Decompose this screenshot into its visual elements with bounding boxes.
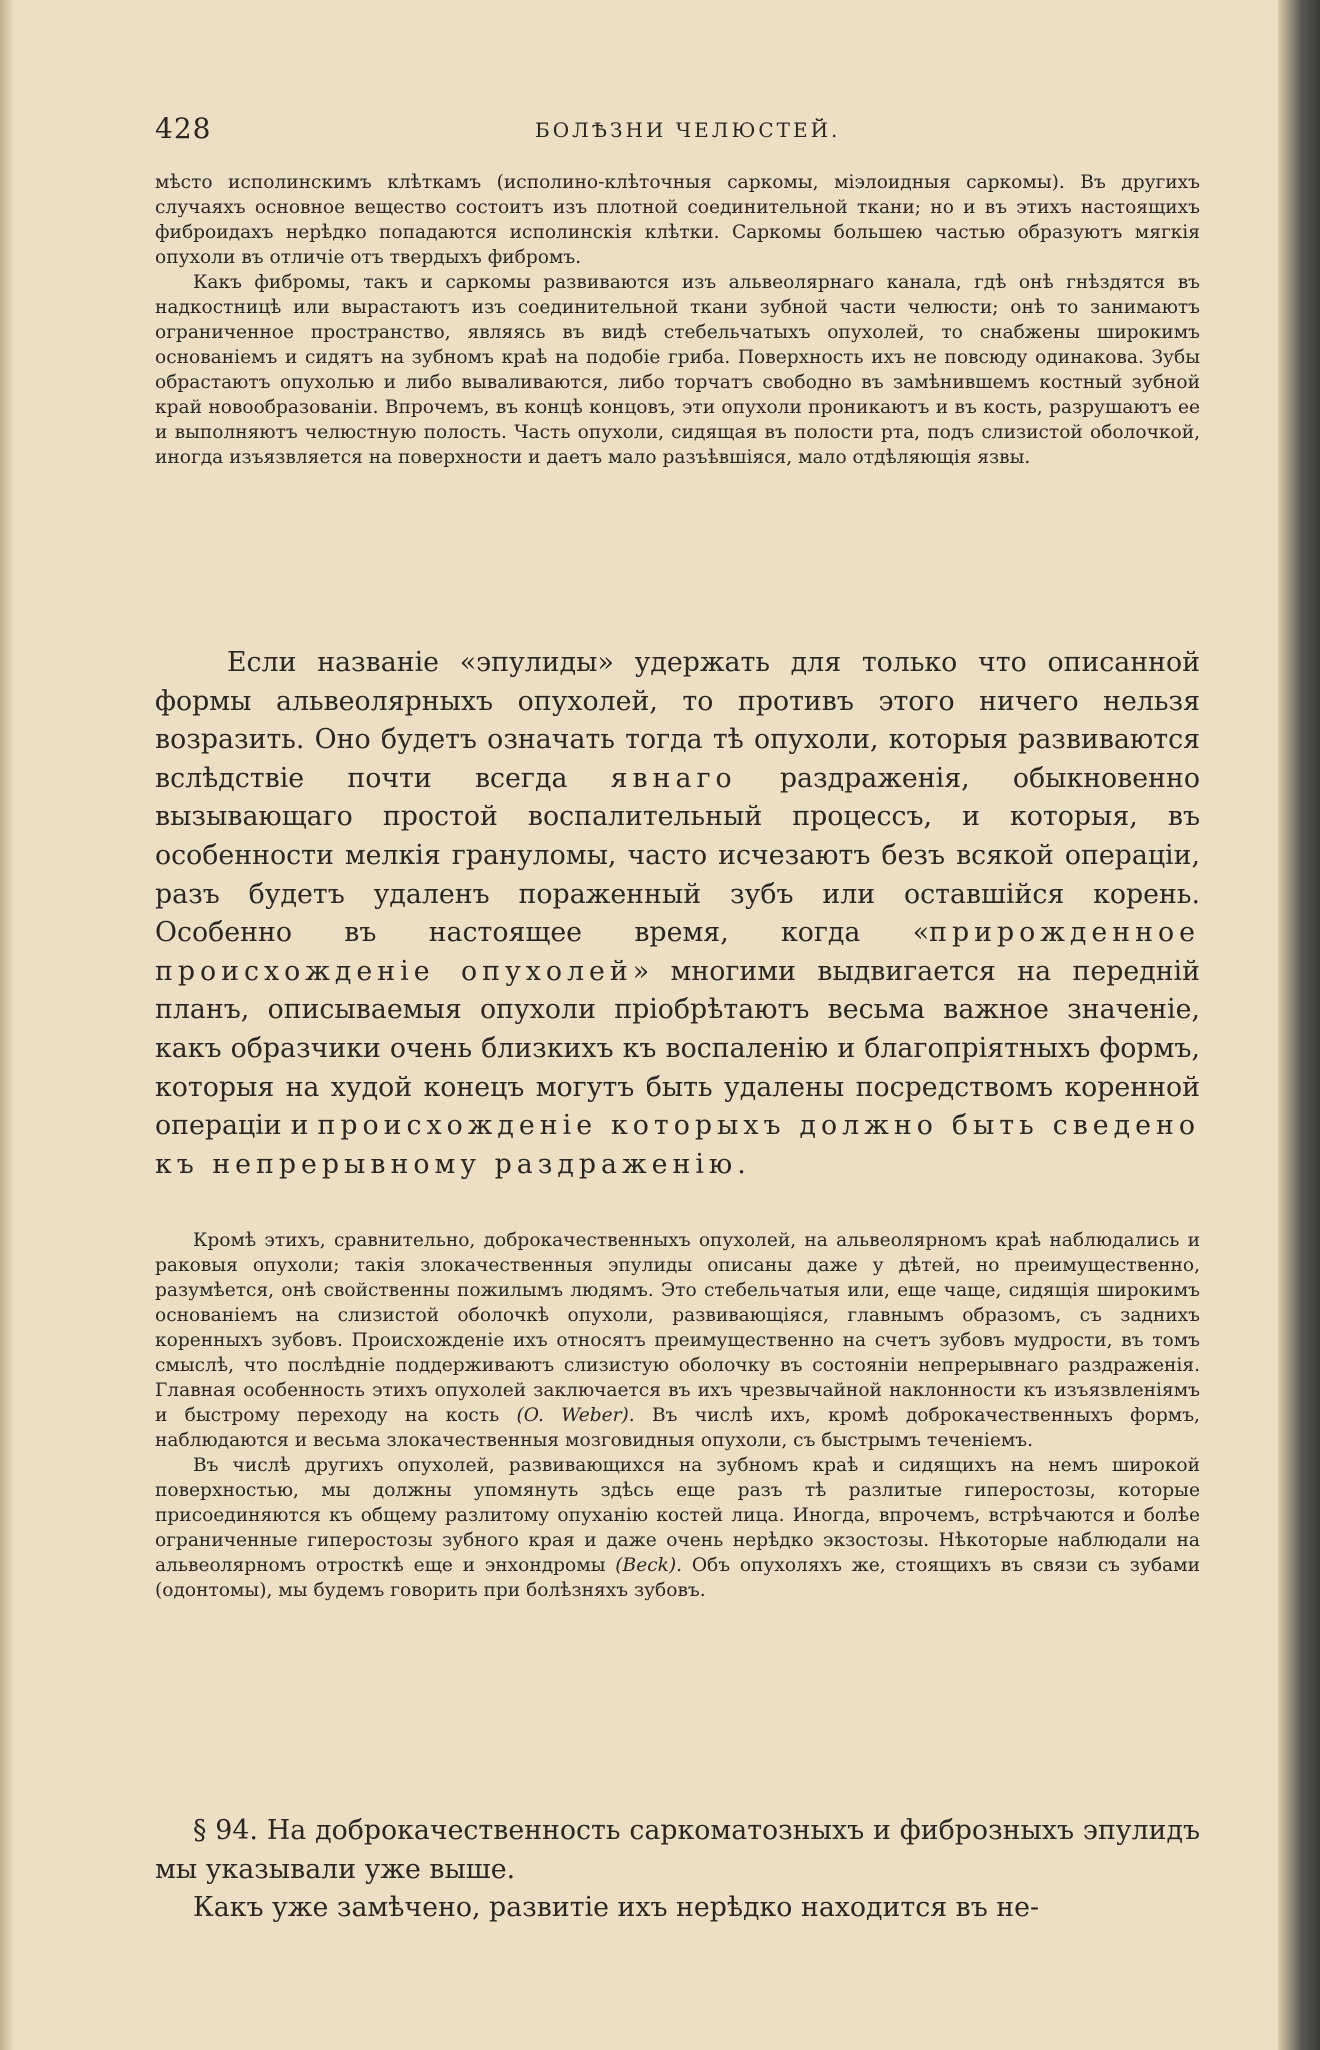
paragraph-fibroma-origin: Какъ фибромы, такъ и саркомы развиваются изъ альвеолярнаго канала, гдѣ онѣ гнѣздятся въ надкостницѣ или вырастаютъ изъ соединительной ткани зубной части челюсти; онѣ то занимаютъ ограниченное пространство, являясь въ видѣ стебельчатыхъ опухолей, то снабжены широкимъ основаніемъ и сидятъ на зубномъ краѣ на подобіе гриба. Поверхность ихъ не повсюду одинакова. Зубы обрастаютъ опухолью и либо вываливаются, либо торчатъ свободно въ замѣнившемъ костный зубной край новообразованіи. Впрочемъ, въ концѣ концовъ, эти опухоли проникаютъ и въ кость, разрушаютъ ее и выполняютъ челюстную полость. Часть опухоли, сидящая въ полости рта, подъ слизистой оболочкой, иногда изъязвляется на поверхности и даетъ мало разъѣвшіяся, мало отдѣляющія язвы. <box>155 272 1200 468</box>
spaced-emphasis: происхожденіе которыхъ должно быть сведено къ непрерывному раздраженію. <box>155 1110 1200 1180</box>
section-94-block <box>155 1812 1200 1928</box>
paragraph-hyperostoses <box>155 1453 1200 1603</box>
page-left-edge <box>0 0 12 2050</box>
running-head: БОЛѢЗНИ ЧЕЛЮСТЕЙ. <box>535 118 841 142</box>
paragraph-section-94: § 94. На доброкачественность саркоматозныхъ и фиброзныхъ эпулидъ мы указывали уже выше. <box>155 1815 1200 1885</box>
spaced-emphasis: прирожденное происхожденіе опухолей <box>155 917 1200 987</box>
text-run: Въ числѣ другихъ опухолей, развивающихся на зубномъ краѣ и сидящихъ на немъ широкой поверхностью, мы должны упомянуть здѣсь еще разъ тѣ разлитые гиперостозы, которые присоединяются къ общему разлитому опуханію костей лица. Иногда, впрочемъ, встрѣчаются и болѣе ограниченные гиперостозы зубного края и даже очень нерѣдко экзостозы. Нѣкоторые наблюдали на альвеолярномъ отросткѣ еще и энхондромы <box>155 1455 1200 1576</box>
citation: (O. Weber). <box>516 1405 635 1426</box>
page-right-edge <box>1278 0 1320 2050</box>
paragraph-sarcoma-cells: мѣсто исполинскимъ клѣткамъ (исполино-клѣточныя саркомы, міэлоидныя саркомы). Въ другихъ случаяхъ основное вещество состоитъ изъ плотной соединительной ткани; но и въ этихъ настоящихъ фиброидахъ нерѣдко попадаются исполинскія клѣтки. Саркомы большею частью образуютъ мягкія опухоли въ отличіе отъ твердыхъ фибромъ. <box>155 172 1200 268</box>
small-text-block-bottom <box>155 1228 1200 1603</box>
page-number: 428 <box>155 112 212 145</box>
page-header <box>155 112 1205 152</box>
text-run: Кромѣ этихъ, сравнительно, доброкачественныхъ опухолей, на альвеолярномъ краѣ наблюдались и раковыя опухоли; такія злокачественныя эпулиды описаны даже у дѣтей, но преимущественно, разумѣется, онѣ свойственны пожилымъ людямъ. Это стебельчатыя или, еще чаще, сидящія широкимъ основаніемъ на слизистой оболочкѣ опухоли, развивающіяся, главнымъ образомъ, съ заднихъ коренныхъ зубовъ. Происхожденіе ихъ относятъ преимущественно на счетъ зубовъ мудрости, въ томъ смыслѣ, что послѣдніе поддерживаютъ слизистую оболочку въ состояніи непрерывнаго раздраженія. Главная особенность этихъ опухолей заключается въ ихъ чрезвычайной наклонности къ изъязвленіямъ и быстрому переходу на кость <box>155 1230 1200 1426</box>
small-text-block-top <box>155 170 1200 470</box>
citation: (Beck). <box>615 1555 683 1576</box>
paragraph-epulis-definition <box>155 644 1200 1184</box>
text-run: » многими выдвигается на передній планъ, описываемыя опухоли пріобрѣтаютъ весьма важное значеніе, какъ образчики очень близкихъ къ воспаленію и благопріятныхъ формъ, которыя на худой конецъ могутъ быть удалены посредствомъ коренной операціи и <box>155 955 1200 1142</box>
text-run: Объ опухоляхъ же, стоящихъ въ связи съ зубами (одонтомы), мы будемъ говорить при болѣзняхъ зубовъ. <box>155 1555 1200 1601</box>
text-run: Въ числѣ ихъ, кромѣ доброкачественныхъ формъ, наблюдаются и весьма злокачественныя мозговидныя опухоли, съ быстрымъ теченіемъ. <box>155 1405 1200 1451</box>
paragraph-cancer-tumors <box>155 1228 1200 1453</box>
spaced-emphasis: явнаго <box>610 762 737 794</box>
text-run: Если названіе «эпулиды» удержать для только что описанной формы альвеолярныхъ опухолей, то противъ этого ничего нельзя возразить. Оно будетъ означать тогда тѣ опухоли, которыя развиваются вслѣдствіе почти всегда <box>155 647 1200 794</box>
text-run: раздраженія, обыкновенно вызывающаго простой воспалительный процессъ, и которыя, въ особенности мелкія грануломы, часто исчезаютъ безъ всякой операціи, разъ будетъ удаленъ пораженный зубъ или оставшійся корень. Особенно въ настоящее время, когда « <box>155 762 1200 949</box>
large-text-block <box>155 644 1200 1184</box>
paragraph-continuation: Какъ уже замѣчено, развитіе ихъ нерѣдко находится въ не- <box>193 1892 1040 1924</box>
